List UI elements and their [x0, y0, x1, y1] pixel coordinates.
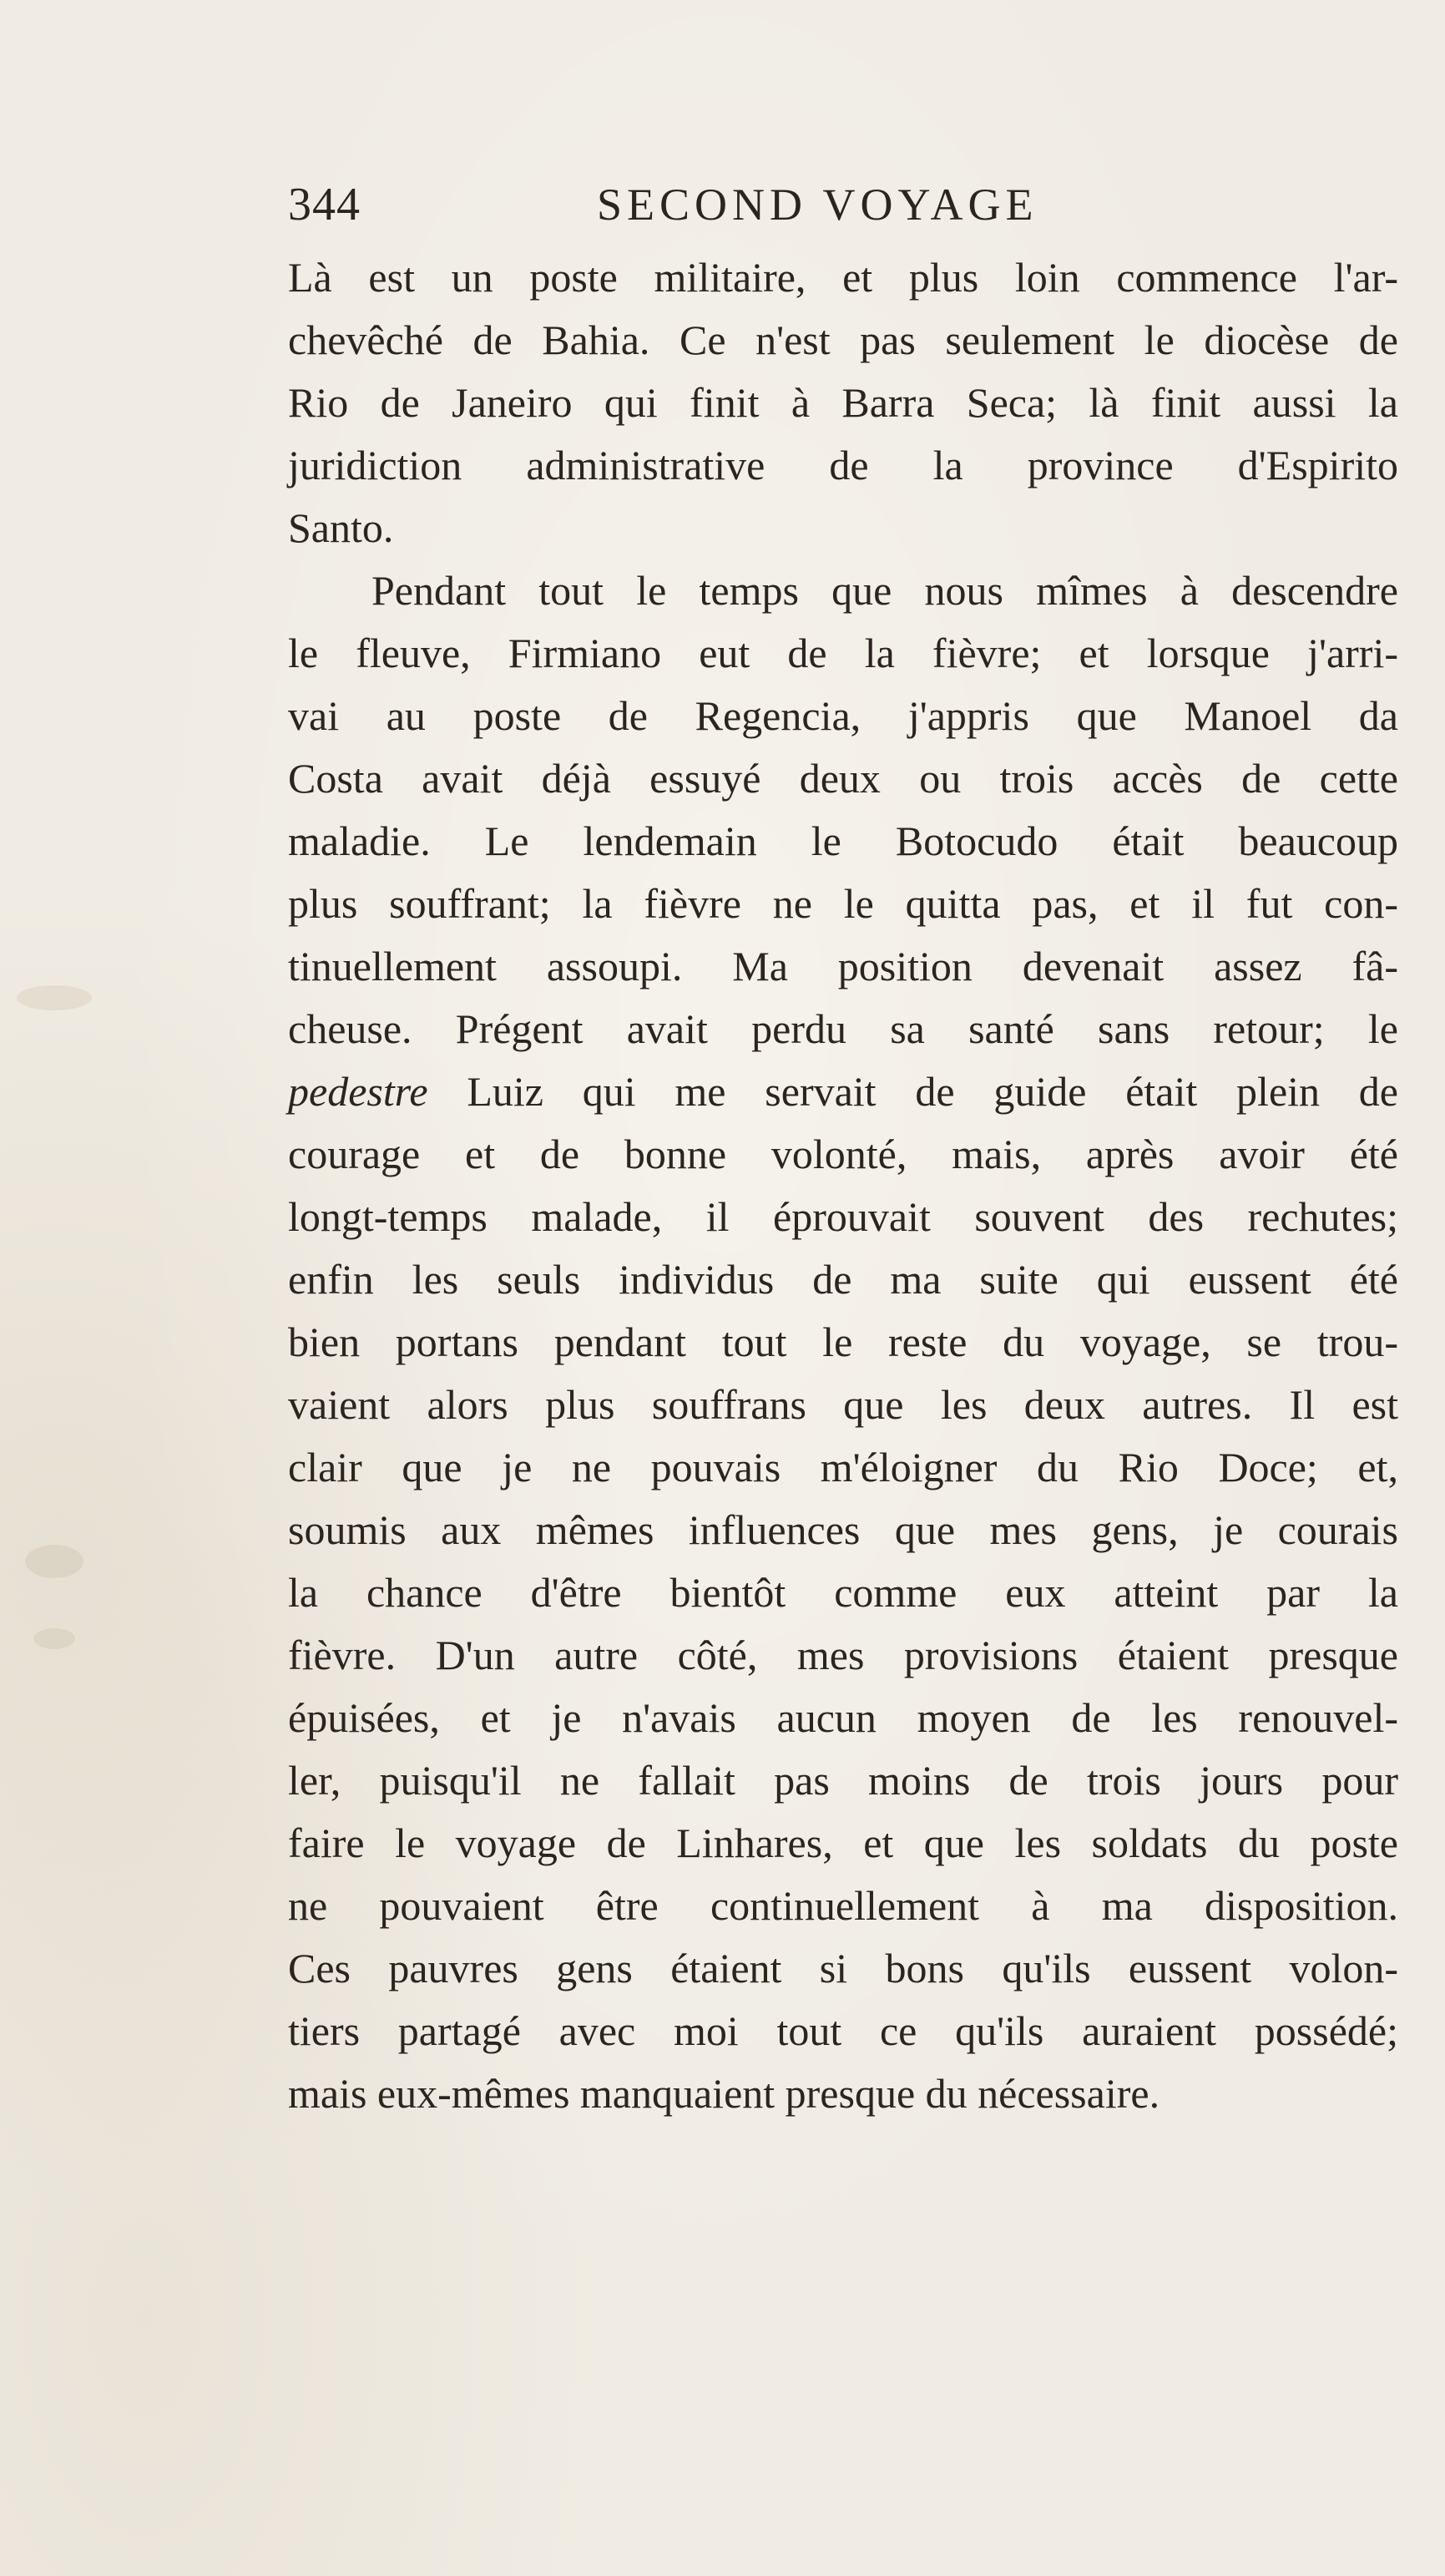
- text-line: Rio de Janeiro qui finit à Barra Seca; là finit aussi la: [288, 379, 1398, 426]
- text-line: clair que je ne pouvais m'éloigner du Rio Doce; et,: [288, 1444, 1398, 1490]
- body-text: [288, 246, 1398, 2125]
- text-line: cheuse. Prégent avait perdu sa santé sans retour; le: [288, 1005, 1398, 1052]
- text-line: la chance d'être bientôt comme eux atteint par la: [288, 1569, 1398, 1616]
- text-line: Pendant tout le temps que nous mîmes à descendre: [371, 567, 1398, 614]
- text-line: tiers partagé avec moi tout ce qu'ils auraient possédé;: [288, 2007, 1398, 2054]
- text-line: ne pouvaient être continuellement à ma disposition.: [288, 1882, 1398, 1929]
- paper-stain: [33, 1628, 75, 1649]
- page-number: 344: [288, 179, 361, 230]
- paper-stain: [25, 1545, 83, 1578]
- text-line: enfin les seuls individus de ma suite qui eussent été: [288, 1256, 1398, 1303]
- text-line: Santo.: [288, 504, 394, 551]
- text-line: Ces pauvres gens étaient si bons qu'ils eussent volon-: [288, 1945, 1398, 1991]
- text-line: bien portans pendant tout le reste du voyage, se trou-: [288, 1318, 1398, 1365]
- text-line: plus souffrant; la fièvre ne le quitta pas, et il fut con-: [288, 880, 1398, 927]
- text-line-rest: Luiz qui me servait de guide était plein de: [467, 1068, 1399, 1115]
- italic-word: pedestre: [288, 1068, 428, 1115]
- running-head: [288, 175, 1123, 234]
- text-line: tinuellement assoupi. Ma position devenait assez fâ-: [288, 943, 1398, 989]
- text-line: vaient alors plus souffrans que les deux autres. Il est: [288, 1381, 1398, 1428]
- text-line: longt-temps malade, il éprouvait souvent des rechutes;: [288, 1193, 1398, 1240]
- text-line: vai au poste de Regencia, j'appris que Manoel da: [288, 692, 1398, 739]
- text-line: mais eux-mêmes manquaient presque du nécessaire.: [288, 2070, 1160, 2117]
- text-line: faire le voyage de Linhares, et que les soldats du poste: [288, 1819, 1398, 1866]
- text-line: courage et de bonne volonté, mais, après avoir été: [288, 1131, 1398, 1177]
- text-line: le fleuve, Firmiano eut de la fièvre; et lorsque j'arri-: [288, 630, 1398, 676]
- text-line: épuisées, et je n'avais aucun moyen de les renouvel-: [288, 1694, 1398, 1741]
- running-title: SECOND VOYAGE: [597, 180, 1038, 230]
- text-line: chevêché de Bahia. Ce n'est pas seulement le diocèse de: [288, 316, 1398, 363]
- text-line: ler, puisqu'il ne fallait pas moins de trois jours pour: [288, 1757, 1398, 1804]
- text-line: Costa avait déjà essuyé deux ou trois accès de cette: [288, 755, 1398, 802]
- text-line: fièvre. D'un autre côté, mes provisions étaient presque: [288, 1632, 1398, 1678]
- paper-stain: [17, 985, 92, 1010]
- text-line: juridiction administrative de la province d'Espirito: [288, 442, 1398, 488]
- text-line: Là est un poste militaire, et plus loin commence l'ar-: [288, 254, 1398, 301]
- text-line: maladie. Le lendemain le Botocudo était beaucoup: [288, 817, 1398, 864]
- text-line: soumis aux mêmes influences que mes gens, je courais: [288, 1506, 1398, 1553]
- text-line-with-italic: [288, 1060, 1398, 1123]
